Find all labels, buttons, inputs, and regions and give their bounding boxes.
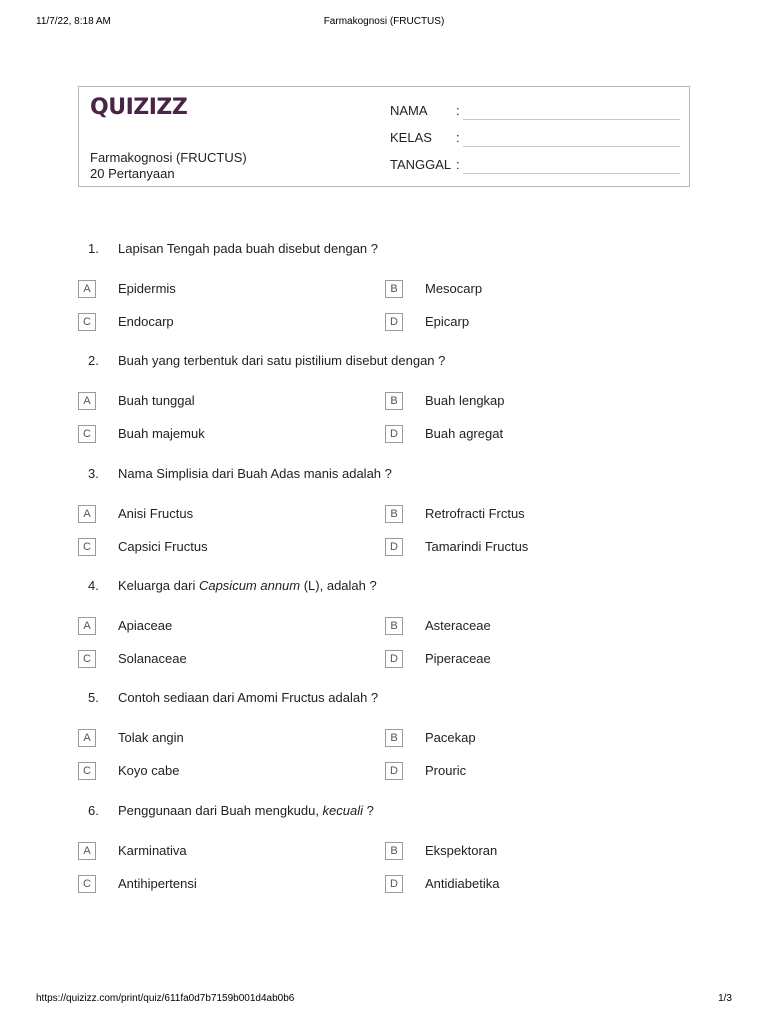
option-text: Tamarindi Fructus [425,539,529,554]
option-letter-box: C [78,425,96,443]
option-a[interactable] [78,505,358,525]
question-text-part: (L), adalah ? [300,578,377,593]
question-text-italic: kecuali [322,803,364,818]
option-d[interactable] [385,762,665,782]
option-letter-box: A [78,280,96,298]
option-text: Pacekap [425,730,476,745]
print-url[interactable]: https://quizizz.com/print/quiz/611fa0d7b7159b001d4ab0b6 [36,993,295,1004]
option-letter-box: C [78,313,96,331]
question-3 [0,466,768,566]
question-4 [0,578,768,678]
field-label: KELAS [390,130,432,145]
question-text-part: ? [363,803,374,818]
option-letter-box: D [385,425,403,443]
question-number: 4. [88,578,99,593]
option-b[interactable] [385,280,665,300]
option-letter-box: C [78,762,96,780]
print-doc-title: Farmakognosi (FRUCTUS) [323,16,445,27]
option-text: Mesocarp [425,281,483,296]
question-text [118,578,377,593]
class-field [390,130,680,148]
option-b[interactable] [385,617,665,637]
question-number: 3. [88,466,99,481]
option-letter-box: B [385,842,403,860]
field-label: NAMA [390,103,428,118]
option-c[interactable] [78,313,358,333]
option-letter-box: D [385,650,403,668]
field-label: TANGGAL [390,157,452,172]
question-text [118,803,374,818]
option-a[interactable] [78,392,358,412]
print-footer [0,993,768,1007]
option-text: Buah tunggal [118,393,195,408]
option-text: Koyo cabe [118,763,180,778]
name-field [390,103,680,121]
field-line [463,173,680,174]
question-number: 6. [88,803,99,818]
question-number: 5. [88,690,99,705]
option-text: Ekspektoran [425,843,498,858]
option-text: Solanaceae [118,651,187,666]
option-letter-box: D [385,313,403,331]
question-count: 20 Pertanyaan [90,166,175,181]
question-text-part: Keluarga dari [118,578,199,593]
field-line [463,119,680,120]
question-5 [0,690,768,790]
option-text: Apiaceae [118,618,173,633]
option-letter-box: A [78,505,96,523]
option-d[interactable] [385,425,665,445]
option-b[interactable] [385,392,665,412]
date-field [390,157,680,175]
option-a[interactable] [78,617,358,637]
option-letter-box: B [385,505,403,523]
quiz-title: Farmakognosi (FRUCTUS) [90,150,247,165]
option-text: Prouric [425,763,467,778]
question-text: Buah yang terbentuk dari satu pistilium disebut dengan ? [118,353,446,368]
option-letter-box: C [78,650,96,668]
question-text-part: Penggunaan dari Buah mengkudu, [118,803,323,818]
question-number: 2. [88,353,99,368]
option-d[interactable] [385,875,665,895]
option-d[interactable] [385,650,665,670]
field-line [463,146,680,147]
option-c[interactable] [78,538,358,558]
option-text: Capsici Fructus [118,539,208,554]
option-text: Antihipertensi [118,876,197,891]
option-letter-box: B [385,392,403,410]
field-colon: : [456,130,460,145]
option-c[interactable] [78,762,358,782]
option-a[interactable] [78,842,358,862]
option-d[interactable] [385,313,665,333]
question-text-italic: Capsicum annum [198,578,301,593]
option-text: Karminativa [118,843,187,858]
question-text: Nama Simplisia dari Buah Adas manis adalah ? [118,466,392,481]
option-letter-box: C [78,538,96,556]
option-a[interactable] [78,280,358,300]
option-text: Buah lengkap [425,393,505,408]
option-letter-box: B [385,280,403,298]
option-letter-box: D [385,762,403,780]
question-6 [0,803,768,903]
question-number: 1. [88,241,99,256]
option-text: Antidiabetika [425,876,500,891]
option-d[interactable] [385,538,665,558]
option-letter-box: B [385,729,403,747]
page-number: 1/3 [718,993,732,1004]
option-text: Asteraceae [425,618,491,633]
option-letter-box: C [78,875,96,893]
option-letter-box: D [385,538,403,556]
question-text: Contoh sediaan dari Amomi Fructus adalah ? [118,690,379,705]
option-text: Buah majemuk [118,426,205,441]
field-colon: : [456,157,460,172]
option-b[interactable] [385,505,665,525]
option-c[interactable] [78,875,358,895]
print-datetime: 11/7/22, 8:18 AM [36,16,111,27]
option-text: Buah agregat [425,426,504,441]
option-letter-box: A [78,842,96,860]
quizizz-logo: QUIZIZZ [90,95,188,120]
question-1 [0,241,768,341]
field-colon: : [456,103,460,118]
option-text: Anisi Fructus [118,506,194,521]
option-text: Epicarp [425,314,470,329]
option-letter-box: D [385,875,403,893]
option-text: Retrofracti Frctus [425,506,525,521]
option-text: Epidermis [118,281,176,296]
option-letter-box: B [385,617,403,635]
question-2 [0,353,768,453]
option-b[interactable] [385,729,665,749]
option-letter-box: A [78,729,96,747]
print-header [0,16,768,30]
option-letter-box: A [78,392,96,410]
option-text: Tolak angin [118,730,184,745]
option-a[interactable] [78,729,358,749]
option-text: Endocarp [118,314,174,329]
option-text: Piperaceae [425,651,491,666]
option-b[interactable] [385,842,665,862]
option-letter-box: A [78,617,96,635]
option-c[interactable] [78,650,358,670]
question-text: Lapisan Tengah pada buah disebut dengan ? [118,241,378,256]
option-c[interactable] [78,425,358,445]
quiz-header-box [78,86,690,187]
